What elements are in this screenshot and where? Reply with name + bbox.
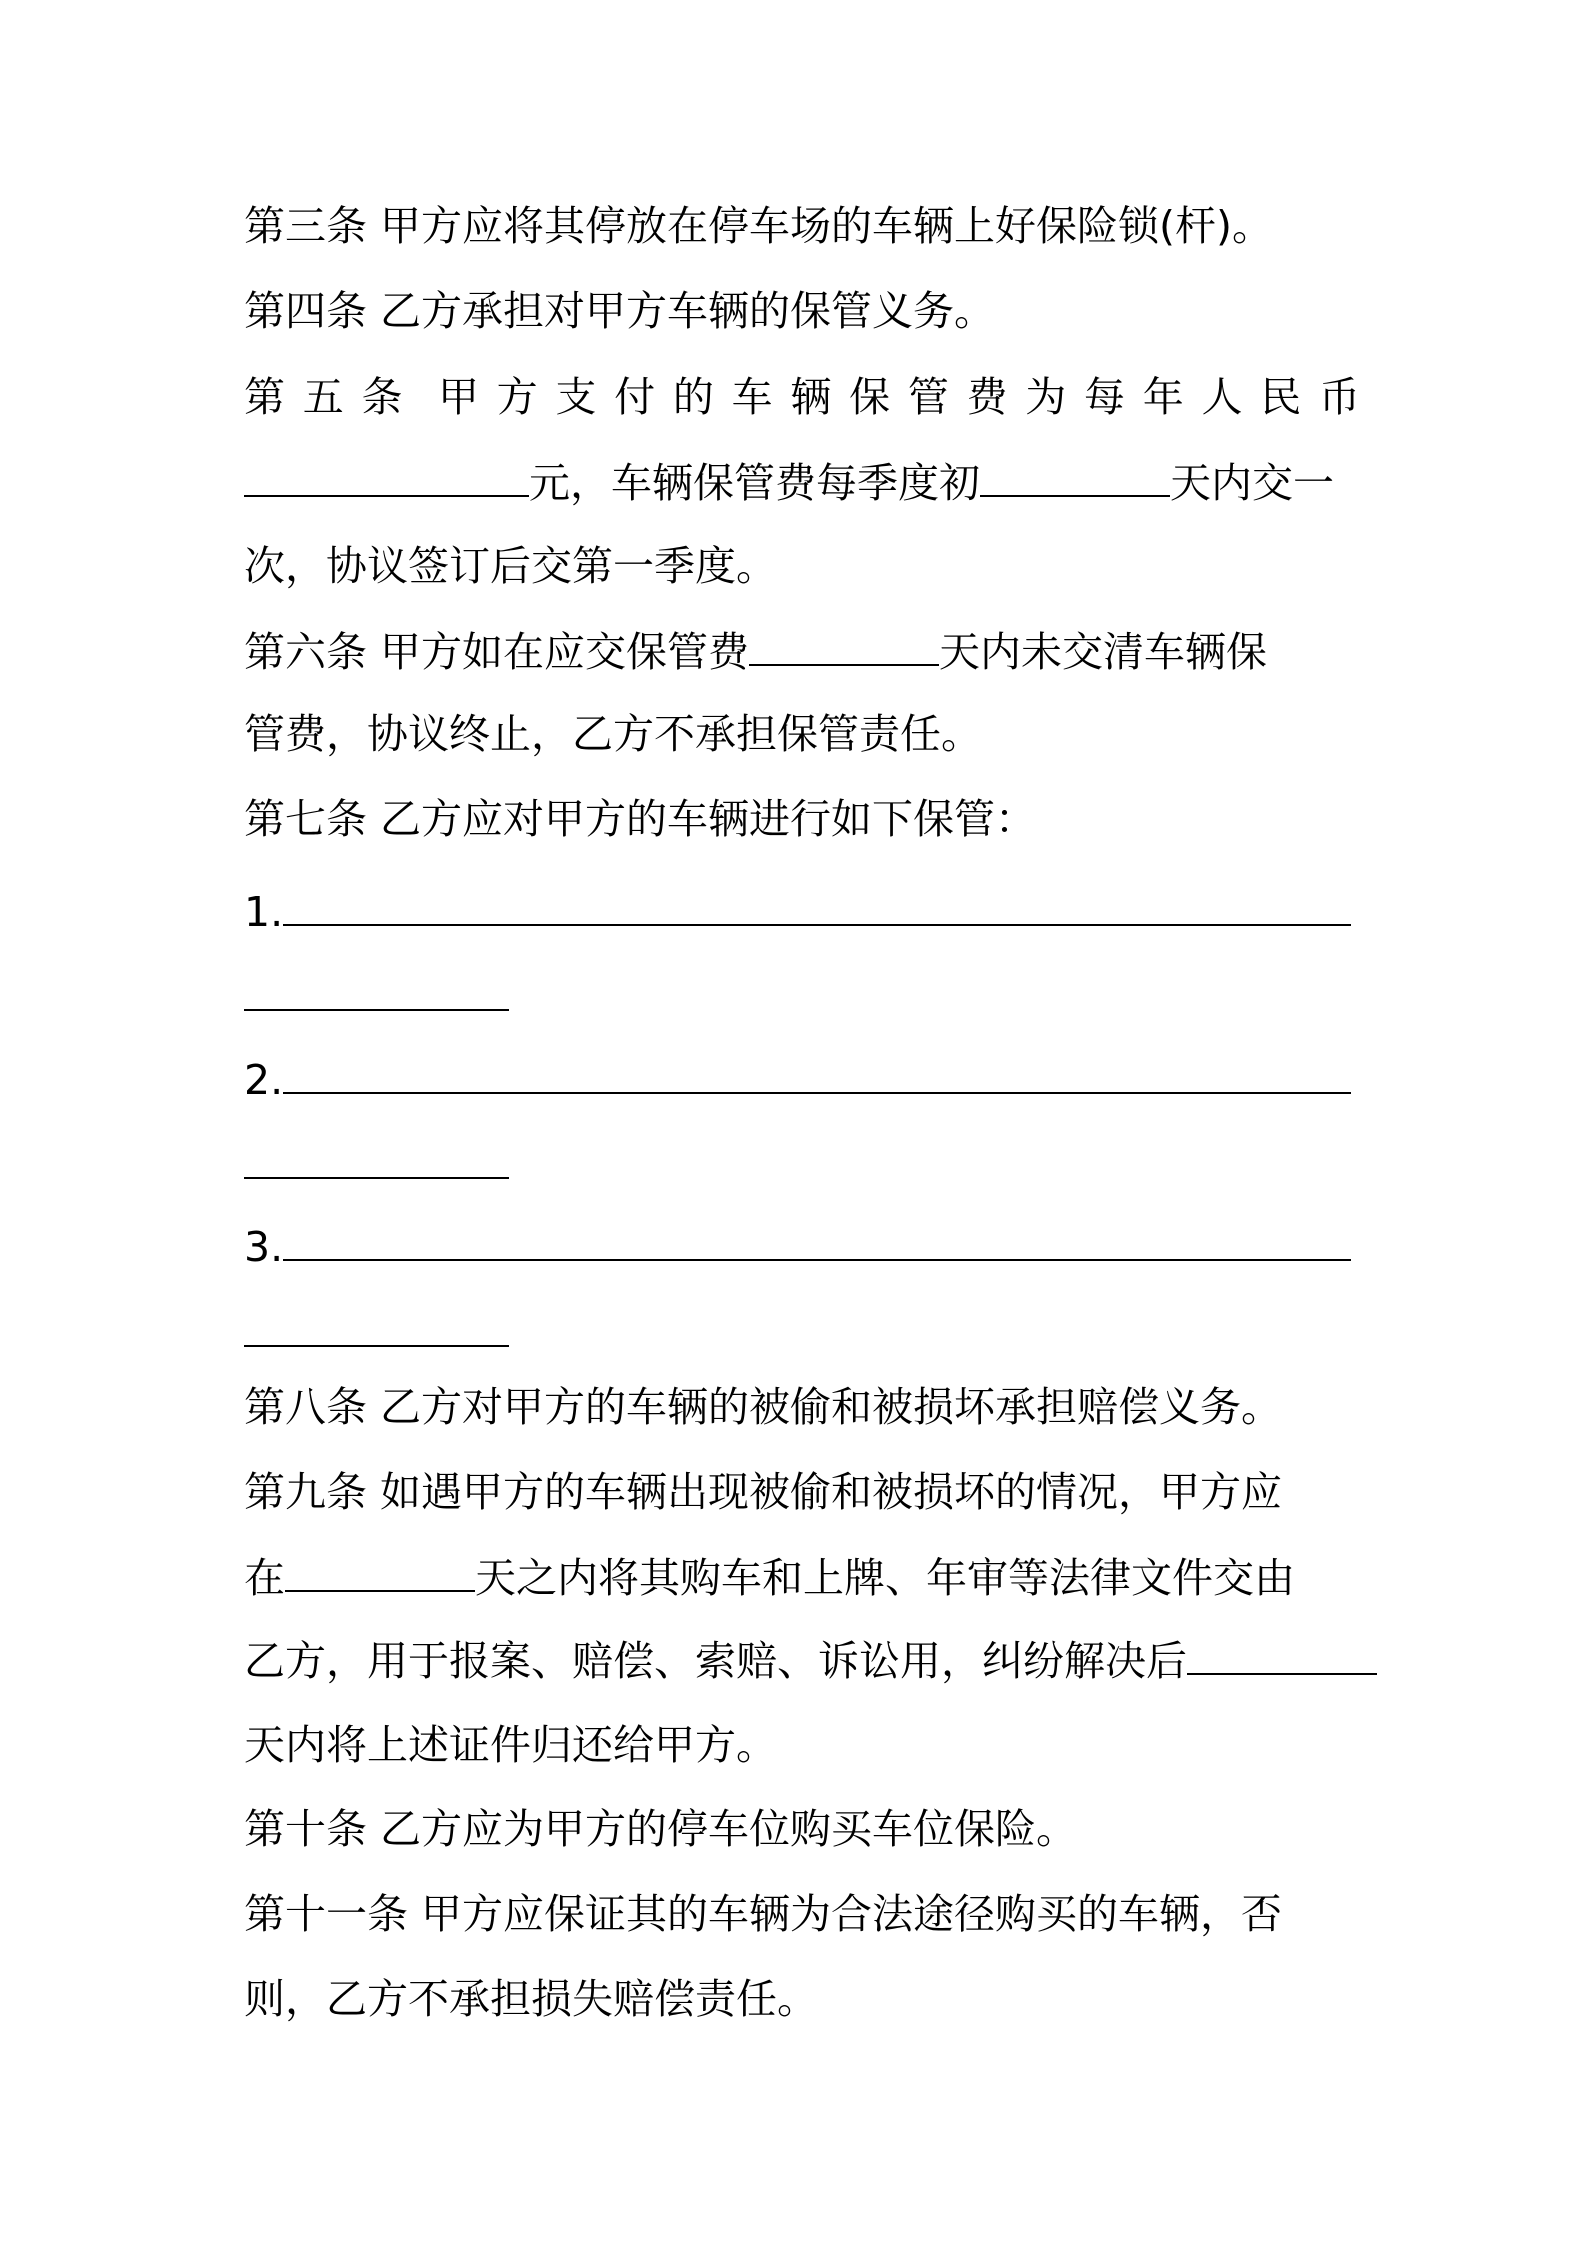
article-5-char: 人	[1201, 373, 1243, 421]
item-2-number: 2.	[244, 1056, 284, 1104]
article-8-text: 第八条 乙方对甲方的车辆的被偷和被损坏承担赔偿义务。	[244, 1383, 1283, 1431]
article-5-char: 币	[1318, 373, 1360, 421]
article-11-line-2	[244, 1967, 1360, 2031]
article-4-text: 第四条 乙方承担对甲方车辆的保管义务。	[244, 287, 996, 335]
days-blank[interactable]	[285, 1544, 475, 1592]
article-5-char: 辆	[790, 373, 832, 421]
article-6-start-text: 第六条 甲方如在应交保管费	[244, 628, 750, 676]
article-10	[244, 1797, 1360, 1861]
article-5-char: 第	[244, 373, 285, 421]
article-5-char: 甲	[437, 373, 479, 421]
article-5-line-3	[244, 534, 1360, 598]
article-5-char: 费	[966, 373, 1008, 421]
article-9-start-text: 在	[244, 1554, 285, 1602]
item-3	[244, 1213, 1360, 1277]
item-1-continuation-blank[interactable]	[244, 1009, 509, 1011]
article-11-line-1	[244, 1882, 1360, 1946]
article-3	[244, 194, 1360, 258]
item-3-number: 3.	[244, 1223, 284, 1271]
item-2-continuation-blank[interactable]	[244, 1177, 509, 1179]
article-7-text: 第七条 乙方应对甲方的车辆进行如下保管：	[244, 795, 1037, 843]
article-6-line-2-text: 管费，协议终止，乙方不承担保管责任。	[244, 710, 982, 758]
article-5-char: 五	[302, 373, 344, 421]
item-1-number: 1.	[244, 888, 284, 936]
article-9-line-2-end-text: 天之内将其购车和上牌、年审等法律文件交由	[475, 1554, 1295, 1602]
article-5-char: 为	[1025, 373, 1067, 421]
article-5-line-1	[244, 365, 1360, 429]
article-9-line-3	[244, 1627, 1360, 1691]
article-9-line-1-text: 第九条 如遇甲方的车辆出现被偷和被损坏的情况，甲方应	[244, 1468, 1283, 1516]
article-6-end-text: 天内未交清车辆保	[939, 628, 1268, 676]
article-9-line-2	[244, 1544, 1360, 1608]
article-9-line-3-text: 乙方，用于报案、赔偿、索赔、诉讼用，纠纷解决后	[244, 1637, 1187, 1685]
article-5-char: 条	[361, 373, 403, 421]
article-9-line-4	[244, 1713, 1360, 1777]
article-5-char: 支	[555, 373, 597, 421]
article-5-char: 年	[1142, 373, 1184, 421]
article-9-line-4-text: 天内将上述证件归还给甲方。	[244, 1721, 777, 1769]
days-blank[interactable]	[749, 618, 939, 666]
article-11-line-2-text: 则，乙方不承担损失赔偿责任。	[244, 1975, 818, 2023]
article-4	[244, 279, 1360, 343]
article-9-line-1	[244, 1460, 1360, 1524]
item-3-blank[interactable]	[283, 1213, 1351, 1261]
article-8	[244, 1375, 1360, 1439]
days-blank[interactable]	[1187, 1627, 1377, 1675]
item-1-blank[interactable]	[283, 878, 1351, 926]
article-5-end-text: 天内交一	[1170, 459, 1334, 507]
article-5-line-2	[244, 449, 1360, 513]
article-6-line-2	[244, 702, 1360, 766]
article-7	[244, 787, 1360, 851]
item-2-blank[interactable]	[283, 1046, 1351, 1094]
article-5-char: 保	[849, 373, 891, 421]
days-blank[interactable]	[980, 449, 1170, 497]
article-10-text: 第十条 乙方应为甲方的停车位购买车位保险。	[244, 1805, 1078, 1853]
article-5-char: 的	[672, 373, 714, 421]
article-5-char: 车	[731, 373, 773, 421]
item-3-continuation-blank[interactable]	[244, 1345, 509, 1347]
article-3-text: 第三条 甲方应将其停放在停车场的车辆上好保险锁(杆)。	[244, 202, 1274, 250]
article-5-mid-text: 元，车辆保管费每季度初	[529, 459, 980, 507]
article-5-char: 管	[907, 373, 949, 421]
article-5-char: 付	[614, 373, 656, 421]
article-5-line-3-text: 次，协议签订后交第一季度。	[244, 542, 777, 590]
item-2	[244, 1046, 1360, 1110]
article-6-line-1	[244, 618, 1360, 682]
article-5-char: 方	[496, 373, 538, 421]
amount-blank[interactable]	[244, 449, 529, 497]
article-5-char: 每	[1084, 373, 1126, 421]
item-1	[244, 878, 1360, 942]
article-5-char: 民	[1260, 373, 1302, 421]
article-11-line-1-text: 第十一条 甲方应保证其的车辆为合法途径购买的车辆，否	[244, 1890, 1283, 1938]
